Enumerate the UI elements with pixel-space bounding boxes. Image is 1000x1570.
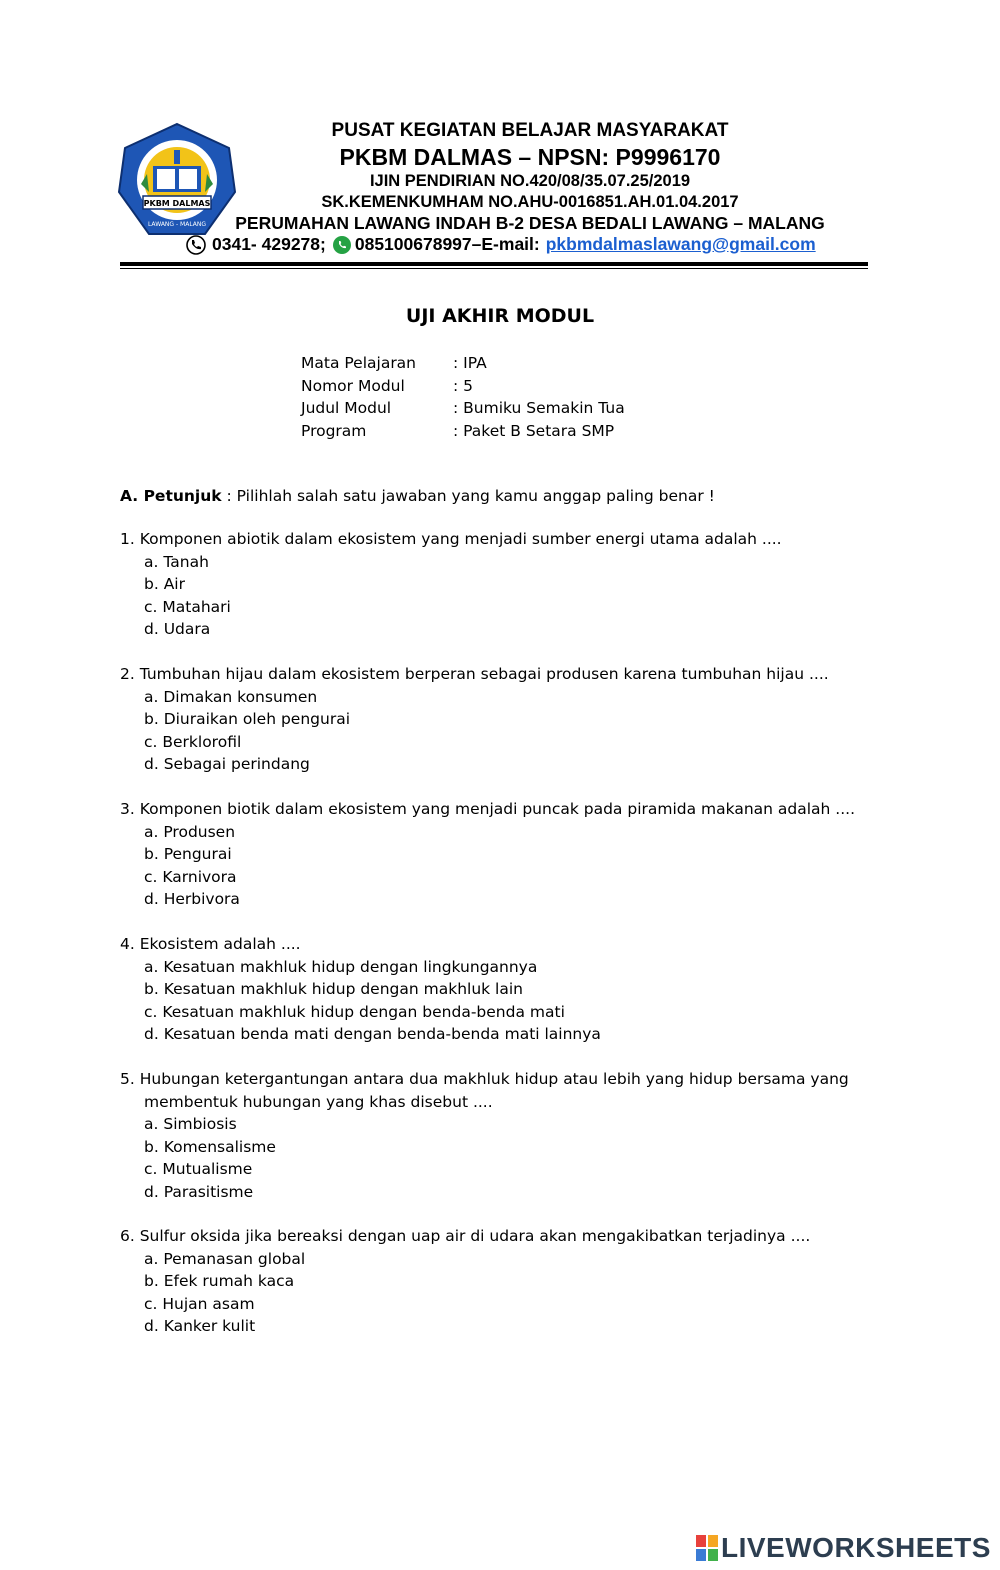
instruction-text: : Pilihlah salah satu jawaban yang kamu anggap paling benar ! — [221, 487, 715, 505]
answer-option[interactable]: a. Pemanasan global — [144, 1249, 306, 1268]
whatsapp-number: 085100678997–E-mail: — [354, 234, 540, 254]
liveworksheets-logo-icon — [696, 1535, 718, 1561]
meta-label: Mata Pelajaran — [301, 354, 417, 372]
letterhead-contact — [186, 234, 886, 255]
question-text: 3. Komponen biotik dalam ekosistem yang menjadi puncak pada piramida makanan adalah .... — [120, 800, 856, 818]
meta-label: Nomor Modul — [301, 376, 405, 395]
answer-option[interactable]: d. Udara — [144, 620, 211, 638]
question-text: 4. Ekosistem adalah .... — [120, 935, 301, 953]
instruction — [120, 485, 715, 507]
answer-option[interactable]: c. Mutualisme — [144, 1160, 253, 1178]
header-divider-thick — [120, 262, 868, 266]
meta-value: : 5 — [453, 376, 474, 395]
letterhead-line-4: SK.KEMENKUMHAM NO.AHU-0016851.AH.01.04.2017 — [321, 193, 739, 211]
answer-option[interactable]: a. Kesatuan makhluk hidup dengan lingkungannya — [144, 957, 538, 976]
question-text: 6. Sulfur oksida jika bereaksi dengan uap air di udara akan mengakibatkan terjadinya .... — [120, 1227, 811, 1245]
meta-value: : IPA — [453, 354, 487, 372]
answer-option[interactable]: b. Komensalisme — [144, 1137, 276, 1156]
meta-row — [301, 352, 625, 375]
answer-option[interactable]: b. Air — [144, 575, 185, 593]
meta-label: Program — [301, 421, 367, 440]
answer-option[interactable]: c. Matahari — [144, 597, 231, 616]
question-3 — [120, 798, 856, 911]
answer-option[interactable]: a. Produsen — [144, 822, 236, 841]
answer-option[interactable]: d. Parasitisme — [144, 1182, 254, 1201]
whatsapp-icon — [332, 235, 352, 255]
question-text: 2. Tumbuhan hijau dalam ekosistem berperan sebagai produsen karena tumbuhan hijau .... — [120, 665, 829, 683]
logo-bottom-text: LAWANG - MALANG — [147, 221, 207, 228]
answer-option[interactable]: a. Simbiosis — [144, 1115, 237, 1133]
meta-value: : Paket B Setara SMP — [453, 421, 615, 440]
question-text: 1. Komponen abiotik dalam ekosistem yang menjadi sumber energi utama adalah .... — [120, 530, 782, 548]
phone-number: 0341- 429278; — [212, 234, 326, 254]
logo-banner-text: PKBM DALMAS — [143, 199, 211, 208]
instruction-label: A. Petunjuk — [120, 487, 222, 505]
header-divider-thin — [120, 268, 868, 269]
meta-row — [301, 397, 625, 420]
answer-option[interactable]: c. Kesatuan makhluk hidup dengan benda-benda mati — [144, 1002, 565, 1021]
letterhead-address: PERUMAHAN LAWANG INDAH B-2 DESA BEDALI LAWANG – MALANG — [235, 213, 825, 233]
meta-row — [301, 375, 625, 398]
question-6 — [120, 1225, 840, 1338]
answer-option[interactable]: c. Hujan asam — [144, 1294, 255, 1313]
meta-label: Judul Modul — [301, 399, 392, 417]
letterhead-line-1: PUSAT KEGIATAN BELAJAR MASYARAKAT — [331, 120, 729, 141]
page-title: UJI AKHIR MODUL — [405, 305, 595, 327]
meta-value: : Bumiku Semakin Tua — [453, 399, 625, 417]
answer-option[interactable]: c. Berklorofil — [144, 732, 242, 751]
letterhead-line-2: PKBM DALMAS – NPSN: P9996170 — [339, 144, 721, 170]
liveworksheets-text: LIVEWORKSHEETS — [721, 1532, 991, 1563]
letterhead-line-3: IJIN PENDIRIAN NO.420/08/35.07.25/2019 — [369, 172, 691, 190]
answer-option[interactable]: d. Herbivora — [144, 890, 240, 908]
question-5 — [120, 1068, 849, 1203]
answer-option[interactable]: b. Efek rumah kaca — [144, 1272, 295, 1290]
answer-option[interactable]: d. Kanker kulit — [144, 1317, 256, 1335]
answer-option[interactable]: c. Karnivora — [144, 867, 237, 886]
answer-option[interactable]: b. Diuraikan oleh pengurai — [144, 710, 351, 728]
question-4 — [120, 933, 840, 1046]
phone-icon — [186, 235, 206, 255]
question-1 — [120, 528, 840, 641]
question-text-continuation: membentuk hubungan yang khas disebut .... — [144, 1092, 493, 1111]
answer-option[interactable]: b. Kesatuan makhluk hidup dengan makhluk lain — [144, 980, 523, 998]
answer-option[interactable]: b. Pengurai — [144, 845, 232, 863]
answer-option[interactable]: d. Kesatuan benda mati dengan benda-benda mati lainnya — [144, 1025, 601, 1043]
answer-option[interactable]: a. Dimakan konsumen — [144, 687, 318, 706]
answer-option[interactable]: a. Tanah — [144, 552, 209, 571]
answer-option[interactable]: d. Sebagai perindang — [144, 755, 310, 773]
module-info — [301, 352, 625, 442]
email-link[interactable]: pkbmdalmaslawang@gmail.com — [545, 234, 816, 254]
liveworksheets-branding[interactable] — [696, 1532, 991, 1564]
question-2 — [120, 663, 840, 776]
meta-row — [301, 420, 625, 443]
question-text: 5. Hubungan ketergantungan antara dua makhluk hidup atau lebih yang hidup bersama yang — [120, 1070, 849, 1088]
